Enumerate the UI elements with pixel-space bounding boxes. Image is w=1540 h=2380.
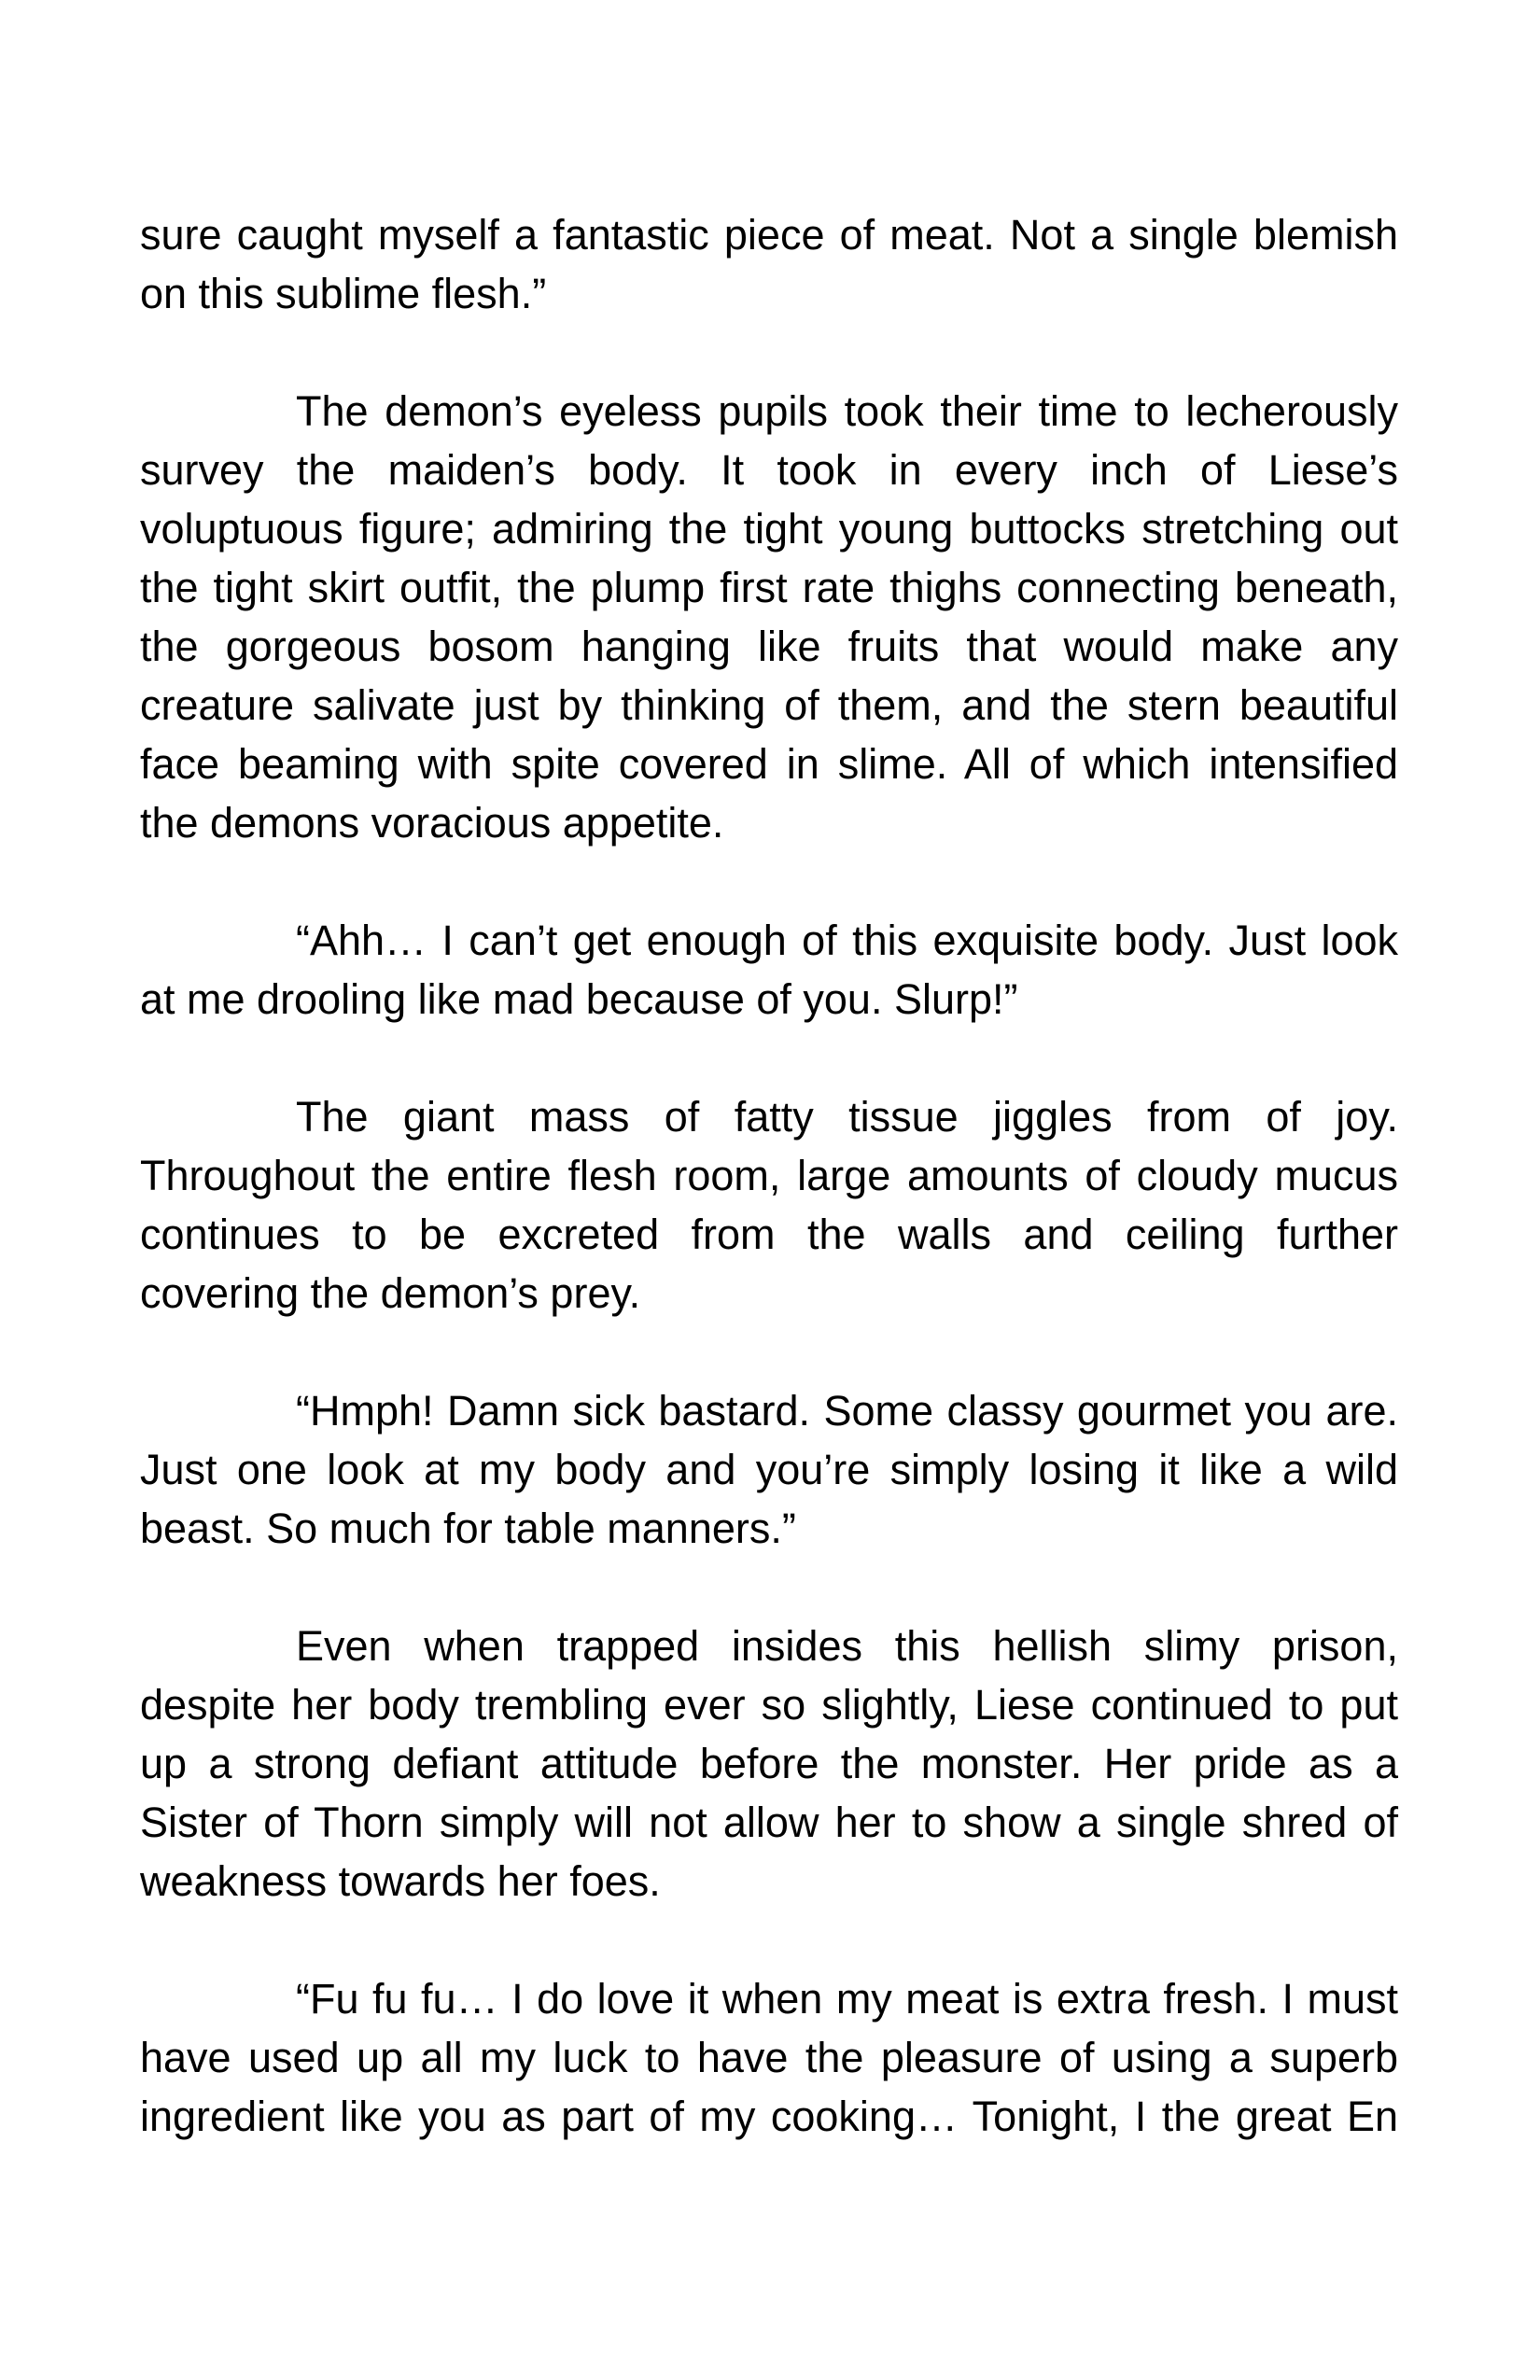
text-line: have used up all my luck to have the pleasure of using a superb: [140, 2034, 1398, 2081]
text-line: survey the maiden’s body. It took in every inch of Liese’s: [140, 446, 1398, 494]
paragraph: [140, 1969, 1398, 2146]
text-line: ingredient like you as part of my cooking… Tonight, I the great En: [140, 2093, 1398, 2140]
paragraph: [140, 911, 1398, 1029]
text-line: The demon’s eyeless pupils took their time to lecherously: [296, 387, 1398, 435]
text-line: Just one look at my body and you’re simply losing it like a wild: [140, 1446, 1398, 1493]
text-line: “Hmph! Damn sick bastard. Some classy gourmet you are.: [296, 1387, 1398, 1435]
text-line: the tight skirt outfit, the plump first rate thighs connecting beneath,: [140, 564, 1398, 611]
text-line: at me drooling like mad because of you. Slurp!”: [140, 975, 1018, 1023]
paragraph: [140, 205, 1398, 323]
text-line: face beaming with spite covered in slime. All of which intensified: [140, 740, 1398, 788]
paragraph: [140, 382, 1398, 852]
text-line: the demons voracious appetite.: [140, 799, 724, 847]
text-line: on this sublime flesh.”: [140, 270, 547, 317]
text-line: “Fu fu fu… I do love it when my meat is extra fresh. I must: [296, 1975, 1398, 2023]
text-column: [140, 205, 1398, 2146]
text-line: sure caught myself a fantastic piece of meat. Not a single blemish: [140, 211, 1398, 259]
text-line: Sister of Thorn simply will not allow her to show a single shred of: [140, 1799, 1398, 1846]
text-line: Even when trapped insides this hellish slimy prison,: [296, 1622, 1398, 1670]
text-line: “Ahh… I can’t get enough of this exquisite body. Just look: [296, 917, 1398, 964]
text-line: voluptuous figure; admiring the tight young buttocks stretching out: [140, 505, 1398, 553]
paragraph: [140, 1087, 1398, 1323]
text-line: The giant mass of fatty tissue jiggles from of joy.: [296, 1093, 1398, 1141]
paragraph: [140, 1381, 1398, 1558]
text-line: creature salivate just by thinking of them, and the stern beautiful: [140, 681, 1398, 729]
text-line: the gorgeous bosom hanging like fruits that would make any: [140, 623, 1398, 670]
text-line: up a strong defiant attitude before the monster. Her pride as a: [140, 1740, 1398, 1787]
text-line: Throughout the entire flesh room, large amounts of cloudy mucus: [140, 1152, 1398, 1199]
text-line: weakness towards her foes.: [140, 1857, 661, 1905]
text-line: beast. So much for table manners.”: [140, 1505, 796, 1552]
text-line: covering the demon’s prey.: [140, 1269, 641, 1317]
paragraph: [140, 1617, 1398, 1911]
text-line: despite her body trembling ever so slightly, Liese continued to put: [140, 1681, 1398, 1729]
text-line: continues to be excreted from the walls and ceiling further: [140, 1211, 1398, 1258]
